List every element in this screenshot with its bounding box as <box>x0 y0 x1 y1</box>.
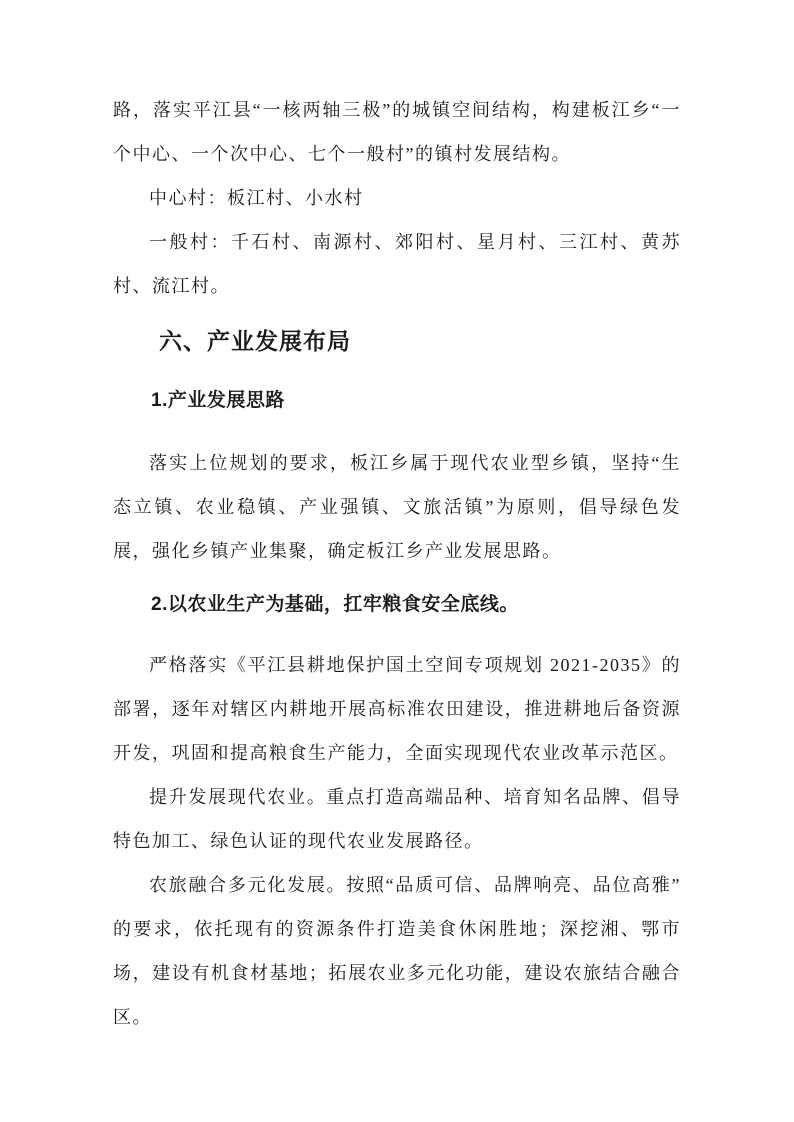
subsection-1-paragraph: 落实上位规划的要求，板江乡属于现代农业型乡镇，坚持“生态立镇、农业稳镇、产业强镇、文旅活镇”为原则，倡导绿色发展，强化乡镇产业集聚，确定板江乡产业发展思路。 <box>113 453 681 561</box>
center-villages-line: 中心村：板江村、小水村 <box>149 188 364 208</box>
subsection-2-heading: 2.以农业生产为基础，扛牢粮食安全底线。 <box>151 594 519 615</box>
general-villages-line: 一般村：千石村、南源村、郊阳村、星月村、三江村、黄苏村、流江村。 <box>113 232 681 296</box>
subsection-2-paragraph-1: 严格落实《平江县耕地保护国土空间专项规划 2021-2035》的部署，逐年对辖区内耕地开展高标准农田建设，推进耕地后备资源开发，巩固和提高粮食生产能力，全面实现现代农业改革示范区。 <box>113 655 681 763</box>
subsection-2-paragraph-2: 提升发展现代农业。重点打造高端品种、培育知名品牌、倡导特色加工、绿色认证的现代农业发展路径。 <box>113 787 681 851</box>
continuation-paragraph: 路，落实平江县“一核两轴三极”的城镇空间结构，构建板江乡“一个中心、一个次中心、七个一般村”的镇村发展结构。 <box>113 100 681 164</box>
subsection-2-paragraph-3: 农旅融合多元化发展。按照“品质可信、品牌响亮、品位高雅”的要求，依托现有的资源条件打造美食休闲胜地；深挖湘、鄂市场，建设有机食材基地；拓展农业多元化功能，建设农旅结合融合区。 <box>113 875 681 1027</box>
section-heading: 六、产业发展布局 <box>159 328 351 354</box>
subsection-1-heading: 1.产业发展思路 <box>151 390 285 411</box>
document-content <box>113 88 681 1039</box>
